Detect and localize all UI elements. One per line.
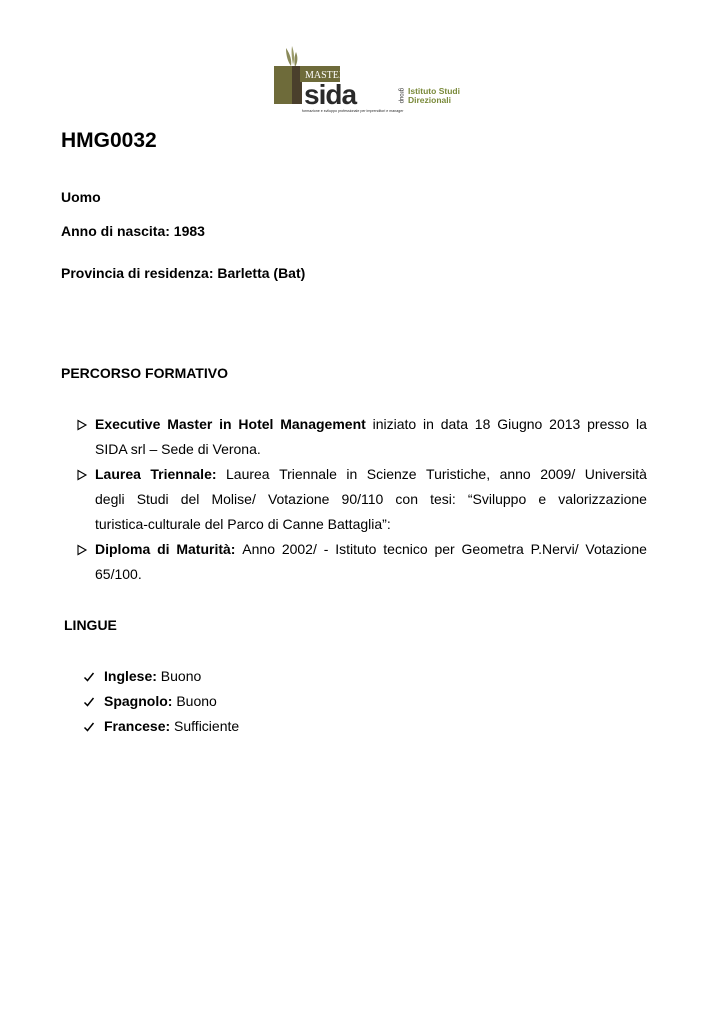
language-item: [83, 664, 239, 689]
sida-logo: [272, 44, 462, 116]
languages-heading: LINGUE: [64, 617, 117, 633]
education-word: tesi:: [430, 491, 456, 507]
education-word: SIDA srl – Sede di Verona.: [95, 441, 261, 457]
logo-brand-text: sida: [304, 79, 357, 110]
language-name: Francese:: [104, 718, 171, 734]
education-word: Studi: [136, 491, 169, 507]
education-item: [76, 537, 647, 587]
education-word: presso: [587, 416, 630, 432]
education-heading: PERCORSO FORMATIVO: [61, 365, 228, 381]
education-word: Triennale:: [150, 466, 217, 482]
logo-master-text: MASTER: [305, 70, 346, 81]
languages-list: [83, 664, 239, 739]
education-line: [95, 462, 647, 487]
education-word: Geometra: [461, 541, 524, 557]
education-word: Università: [584, 466, 647, 482]
education-word: Laurea: [226, 466, 270, 482]
education-word: Laurea: [95, 466, 141, 482]
education-word: Anno: [242, 541, 275, 557]
education-word: Executive: [95, 416, 161, 432]
language-item: [83, 714, 239, 739]
education-word: Votazione: [267, 491, 330, 507]
education-word: Diploma: [95, 541, 151, 557]
education-word: Istituto: [335, 541, 377, 557]
education-word: 2013: [549, 416, 581, 432]
education-word: in: [219, 416, 232, 432]
residence-field: Provincia di residenza: Barletta (Bat): [61, 265, 306, 281]
arrow-bullet-icon: [76, 412, 90, 437]
education-line: [95, 512, 647, 537]
education-word: Turistiche,: [426, 466, 491, 482]
education-item: [76, 462, 647, 537]
education-word: Votazione: [585, 541, 647, 557]
education-word: per: [434, 541, 455, 557]
education-word: Scienze: [366, 466, 417, 482]
education-word: Molise/: [211, 491, 256, 507]
logo-institute-line2: Direzionali: [408, 95, 451, 105]
language-item: [83, 689, 239, 714]
logo-graphic: [272, 44, 462, 116]
birth-year-field: Anno di nascita: 1983: [61, 223, 205, 239]
education-word: la: [635, 416, 647, 432]
education-word: tecnico: [383, 541, 428, 557]
education-word: P.Nervi/: [530, 541, 579, 557]
education-word: con: [395, 491, 418, 507]
document-code: HMG0032: [61, 129, 157, 152]
checkmark-icon: [83, 689, 97, 714]
logo-institute-line1: Istituto Studi: [408, 86, 460, 96]
education-list: [76, 412, 647, 587]
checkmark-icon: [83, 714, 97, 739]
language-level: Buono: [160, 668, 202, 684]
logo-tagline: formazione e sviluppo professionale per imprenditori e manager: [302, 109, 404, 113]
language-name: Spagnolo:: [104, 693, 173, 709]
education-word: data: [440, 416, 468, 432]
education-line: [95, 537, 647, 562]
education-line: [95, 437, 647, 462]
language-level: Sufficiente: [174, 718, 240, 734]
education-word: degli: [95, 491, 125, 507]
education-word: del: [180, 491, 200, 507]
gender-field: Uomo: [61, 189, 101, 205]
education-word: valorizzazione: [558, 491, 647, 507]
education-word: “Sviluppo: [467, 491, 527, 507]
education-word: Management: [280, 416, 366, 432]
education-word: e: [538, 491, 547, 507]
education-word: Hotel: [238, 416, 274, 432]
arrow-bullet-icon: [76, 462, 90, 487]
language-level: Buono: [176, 693, 217, 709]
language-name: Inglese:: [104, 668, 157, 684]
education-word: 65/100.: [95, 566, 142, 582]
education-line: [95, 487, 647, 512]
education-word: Triennale: [279, 466, 337, 482]
education-line: [95, 562, 647, 587]
education-word: Giugno: [497, 416, 543, 432]
education-word: in: [346, 466, 358, 482]
education-word: anno: [499, 466, 531, 482]
education-word: di: [157, 541, 170, 557]
education-word: Maturità:: [176, 541, 236, 557]
education-word: 18: [474, 416, 491, 432]
education-word: iniziato: [372, 416, 417, 432]
education-word: 2002/: [281, 541, 317, 557]
education-word: 2009/: [540, 466, 576, 482]
education-word: in: [423, 416, 434, 432]
education-word: 90/110: [341, 491, 384, 507]
education-word: turistica-culturale del Parco di Canne Battaglia”:: [95, 516, 391, 532]
checkmark-icon: [83, 664, 97, 689]
arrow-bullet-icon: [76, 537, 90, 562]
education-item: [76, 412, 647, 462]
logo-group-text: group: [398, 88, 404, 104]
education-word: Master: [167, 416, 213, 432]
education-line: [95, 412, 647, 437]
education-word: -: [323, 541, 329, 557]
